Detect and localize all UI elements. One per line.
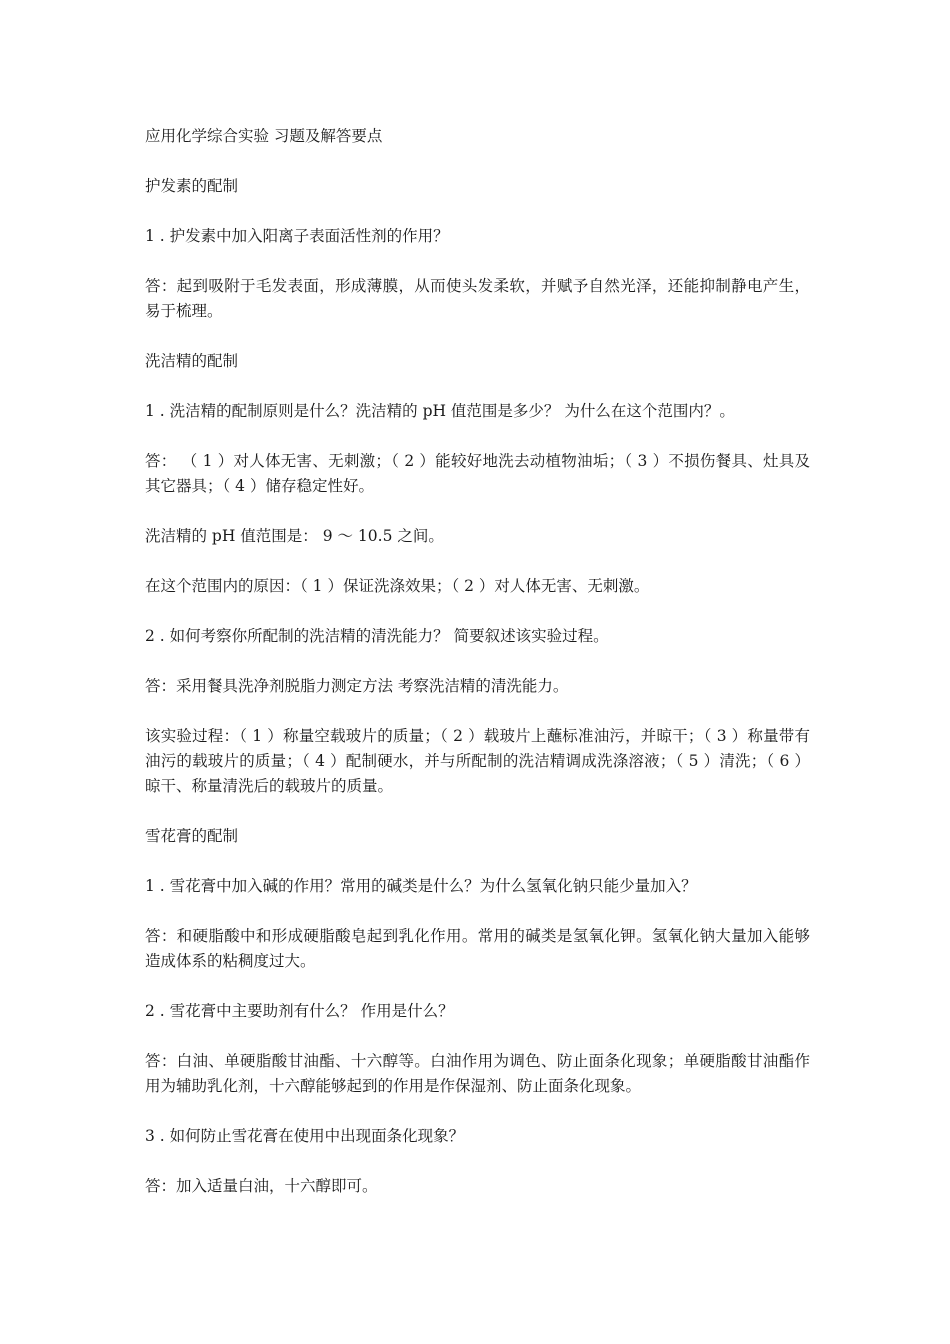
section-heading-detergent: 洗洁精的配制 xyxy=(145,352,239,370)
answer-detergent-1: 答： （ 1 ）对人体无害、无刺激；（ 2 ）能较好地洗去动植物油垢；（ 3 ）不损伤餐具、灶具及其它器具；（ 4 ）储存稳定性好。 xyxy=(145,452,810,495)
document-body xyxy=(145,124,810,1224)
question-conditioner-1: 1 . 护发素中加入阳离子表面活性剂的作用？ xyxy=(145,227,449,245)
section-heading-vanishing-cream: 雪花膏的配制 xyxy=(145,827,239,845)
answer-cream-1: 答：和硬脂酸中和形成硬脂酸皂起到乳化作用。常用的碱类是氢氧化钾。氢氧化钠大量加入能够造成体系的粘稠度过大。 xyxy=(145,927,810,970)
answer-cream-2: 答：白油、单硬脂酸甘油酯、十六醇等。白油作用为调色、防止面条化现象；单硬脂酸甘油酯作用为辅助乳化剂，十六醇能够起到的作用是作保湿剂、防止面条化现象。 xyxy=(145,1052,810,1095)
answer-detergent-ph-reason: 在这个范围内的原因：（ 1 ）保证洗涤效果；（ 2 ）对人体无害、无刺激。 xyxy=(145,577,650,595)
question-detergent-1: 1 . 洗洁精的配制原则是什么？洗洁精的 pH 值范围是多少？ 为什么在这个范围内？。 xyxy=(145,402,735,420)
answer-detergent-2-procedure: 该实验过程：（ 1 ）称量空载玻片的质量；（ 2 ）载玻片上蘸标准油污，并晾干；（ 3 ）称量带有油污的载玻片的质量；（ 4 ）配制硬水，并与所配制的洗洁精调成洗涤溶液；（ 5 ）清洗；（ 6 ）晾干、称量清洗后的载玻片的质量。 xyxy=(145,727,810,795)
question-detergent-2: 2 . 如何考察你所配制的洗洁精的清洗能力？ 简要叙述该实验过程。 xyxy=(145,627,609,645)
section-heading-conditioner: 护发素的配制 xyxy=(145,177,239,195)
question-cream-2: 2 . 雪花膏中主要助剂有什么？ 作用是什么？ xyxy=(145,1002,454,1020)
answer-conditioner-1: 答：起到吸附于毛发表面，形成薄膜，从而使头发柔软，并赋予自然光泽，还能抑制静电产生，易于梳理。 xyxy=(145,277,810,320)
document-title: 应用化学综合实验 习题及解答要点 xyxy=(145,127,383,145)
question-cream-3: 3 . 如何防止雪花膏在使用中出现面条化现象？ xyxy=(145,1127,465,1145)
question-cream-1: 1 . 雪花膏中加入碱的作用？常用的碱类是什么？为什么氢氧化钠只能少量加入？ xyxy=(145,877,697,895)
answer-detergent-ph-range: 洗洁精的 pH 值范围是： 9 ～ 10.5 之间。 xyxy=(145,527,444,545)
answer-detergent-2: 答：采用餐具洗净剂脱脂力测定方法 考察洗洁精的清洗能力。 xyxy=(145,677,569,695)
answer-cream-3: 答：加入适量白油，十六醇即可。 xyxy=(145,1177,378,1195)
